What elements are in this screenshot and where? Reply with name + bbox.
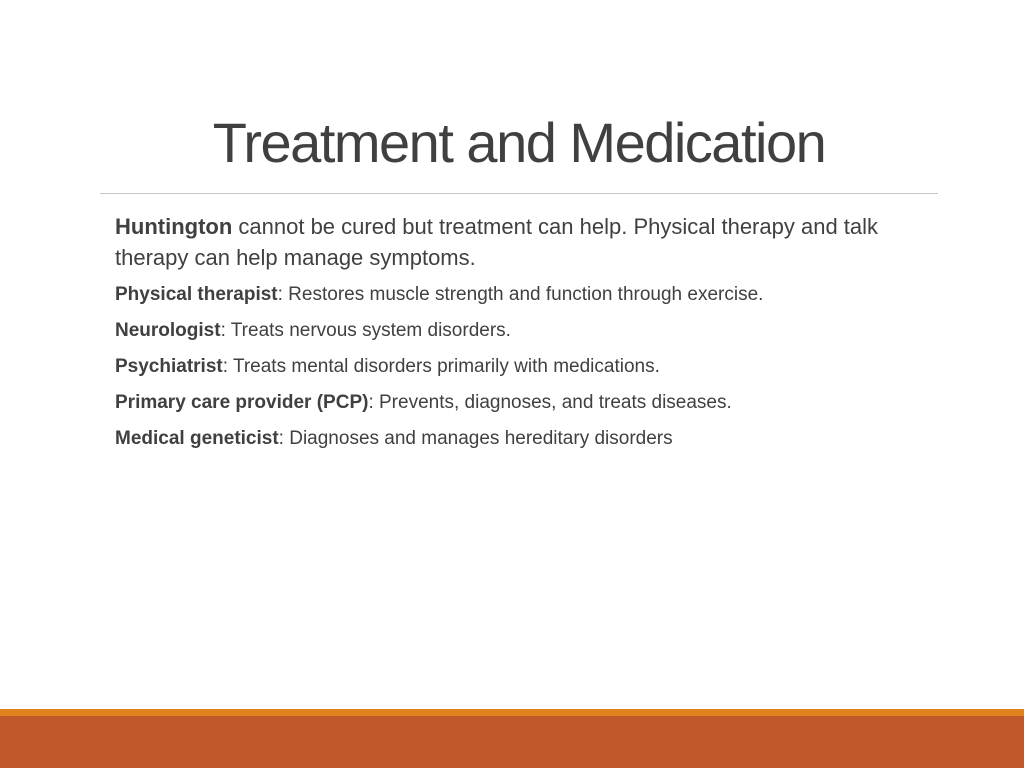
slide-title: Treatment and Medication	[212, 111, 826, 174]
item-text: : Treats mental disorders primarily with medications.	[222, 356, 660, 377]
footer-accent-line	[0, 709, 1024, 716]
item-term: Medical geneticist	[115, 428, 279, 449]
footer-bar	[0, 716, 1024, 768]
list-item-physical-therapist	[115, 281, 935, 309]
item-term: Psychiatrist	[115, 356, 223, 377]
list-item-pcp	[115, 389, 935, 417]
item-text: : Prevents, diagnoses, and treats diseases.	[368, 392, 732, 413]
item-term: Physical therapist	[115, 284, 278, 305]
item-text: : Diagnoses and manages hereditary disorders	[278, 428, 673, 449]
title-divider	[100, 193, 938, 194]
item-text: : Restores muscle strength and function through exercise.	[277, 284, 764, 305]
lead-paragraph	[115, 211, 935, 273]
list-item-medical-geneticist	[115, 425, 935, 453]
slide-body	[115, 211, 935, 461]
lead-text: cannot be cured but treatment can help. Physical therapy and talk therapy can help manage symptoms.	[115, 214, 879, 270]
list-item-psychiatrist	[115, 353, 935, 381]
lead-term: Huntington	[115, 214, 233, 239]
item-term: Primary care provider (PCP)	[115, 392, 369, 413]
item-text: : Treats nervous system disorders.	[220, 320, 511, 341]
list-item-neurologist	[115, 317, 935, 345]
item-term: Neurologist	[115, 320, 221, 341]
